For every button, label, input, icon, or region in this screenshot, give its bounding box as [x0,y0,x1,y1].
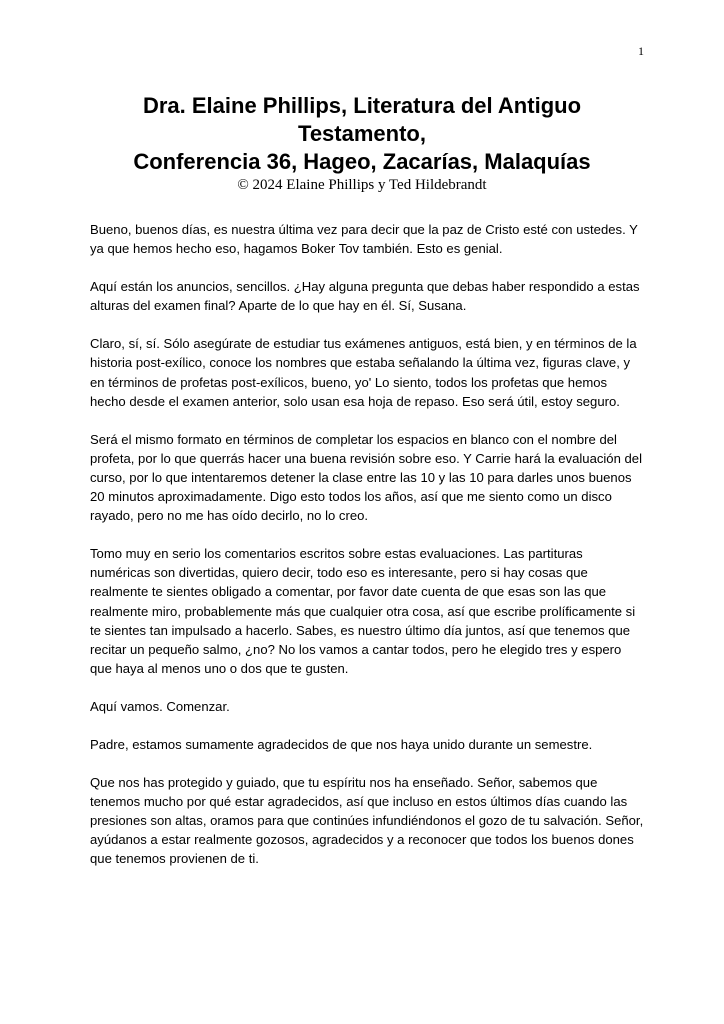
paragraph: Claro, sí, sí. Sólo asegúrate de estudiar tus exámenes antiguos, está bien, y en términos de la historia post-exílico, conoce los nombres que estaba señalando la última vez, figuras clave, y en términos de profetas post-exílicos, bueno, yo' Lo siento, todos los profetas que hemos hecho desde el examen anterior, solo usan esa hoja de repaso. Eso será útil, estoy seguro. [90,336,637,409]
paragraph: Será el mismo formato en términos de completar los espacios en blanco con el nombre del profeta, por lo que querrás hacer una buena revisión sobre eso. Y Carrie hará la evaluación del curso, por lo que intentaremos detener la clase entre las 10 y las 10 para darles unos buenos 20 minutos aproximadamente. Digo esto todos los años, así que me siento como un disco rayado, pero no me has oído decirlo, no lo creo. [90,431,642,524]
paragraph: Bueno, buenos días, es nuestra última vez para decir que la paz de Cristo esté con ustedes. Y ya que hemos hecho eso, hagamos Boker Tov también. Esto es genial. [90,222,638,257]
paragraph: Aquí están los anuncios, sencillos. ¿Hay alguna pregunta que debas haber respondido a estas alturas del examen final? Aparte de lo que hay en él. Sí, Susana. [90,279,640,314]
paragraph: Que nos has protegido y guiado, que tu espíritu nos ha enseñado. Señor, sabemos que tenemos mucho por qué estar agradecidos, así que incluso en estos últimos días cuando las presiones son altas, oramos para que continúes infundiéndonos el gozo de tu salvación. Señor, ayúdanos a estar realmente gozosos, agradecidos y a reconocer que todos los buenos dones que tenemos provienen de ti. [90,775,644,867]
title-line-3: Conferencia 36, Hageo, Zacarías, Malaquías [133,149,591,174]
title-line-1: Dra. Elaine Phillips, Literatura del Antiguo [142,93,582,118]
paragraph: Aquí vamos. Comenzar. [90,698,230,714]
title-line-2: Testamento, [298,121,426,146]
transcript-body [90,220,646,888]
paragraph: Padre, estamos sumamente agradecidos de que nos haya unido durante un semestre. [90,736,593,752]
document-header [40,92,684,194]
copyright-notice: © 2024 Elaine Phillips y Ted Hildebrandt [237,177,487,193]
paragraph: Tomo muy en serio los comentarios escritos sobre estas evaluaciones. Las partituras numéricas son divertidas, quiero decir, todo eso es interesante, pero si hay cosas que realmente te sientes obligado a comentar, por favor date cuenta de que esas son las que realmente miro, probablemente más que cualquier otra cosa, así que escribe prolíficamente si te sientes tan impulsado a hacerlo. Sabes, es nuestro último día juntos, así que tenemos que recitar un pequeño salmo, ¿no? No los vamos a cantar todos, pero he elegido tres y espero que haya al menos uno o dos que te gusten. [90,546,636,676]
page-number: 1 [638,44,644,58]
